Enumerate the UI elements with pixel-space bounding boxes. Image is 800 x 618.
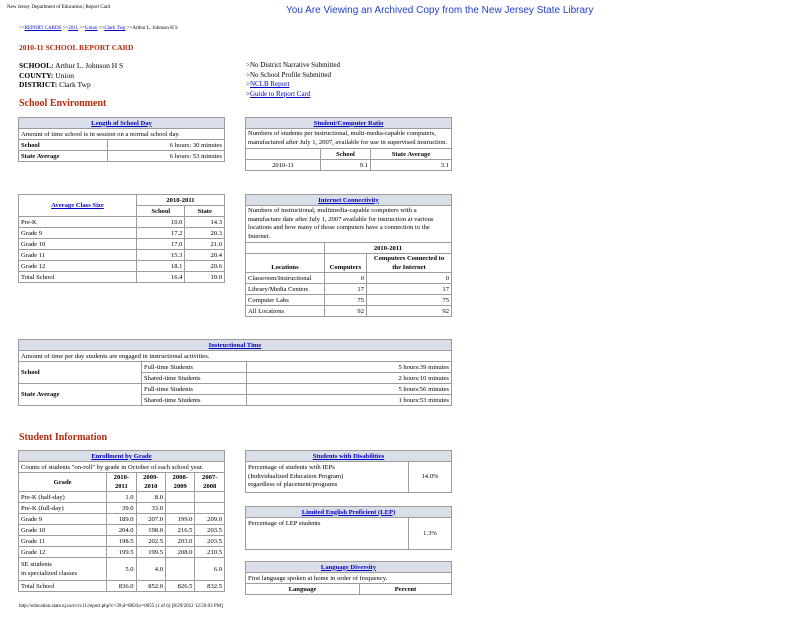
grade-label: Grade 11 — [19, 250, 137, 261]
enrollment-value: 198.5 — [107, 536, 136, 547]
breadcrumb-union[interactable]: Union — [84, 26, 98, 31]
enrollment-value: 198.0 — [136, 525, 165, 536]
col-year — [166, 473, 195, 492]
breadcrumb-report-cards[interactable]: REPORT CARDS — [24, 26, 62, 31]
archive-banner: You Are Viewing an Archived Copy from the New Jersey State Library — [286, 5, 594, 16]
col-state-average: State Average — [371, 149, 452, 160]
table-row — [19, 558, 225, 581]
length-of-day-table — [18, 117, 225, 162]
empty-cell — [246, 149, 321, 160]
col-year — [195, 473, 225, 492]
link-prefix: > — [246, 89, 250, 98]
language-description: First language spoken at home in order of frequency. — [246, 573, 452, 584]
shared-time-label: Shared-time Students — [142, 373, 247, 384]
label-line: Percentage of students with IEPs — [248, 464, 335, 471]
link-prefix: > — [246, 80, 250, 88]
length-of-day-caption — [19, 118, 225, 129]
label-line: regardless of placement/programs — [248, 481, 338, 488]
enrollment-value: 208.0 — [166, 547, 195, 558]
table-row — [246, 273, 452, 284]
enrollment-value: 203.5 — [195, 525, 225, 536]
row-label: State Average — [19, 151, 108, 162]
state-day-length: 6 hours: 53 minutes — [107, 151, 224, 162]
shared-time-label: Shared-time Students — [142, 395, 247, 406]
school-shared-time: 2 hours:10 minutes — [247, 373, 452, 384]
enrollment-value — [195, 503, 225, 514]
instructional-time-table — [18, 339, 452, 406]
enrollment-value: 852.0 — [136, 581, 165, 592]
school-value: 16.4 — [136, 272, 185, 283]
lep-table — [245, 506, 452, 550]
table-row — [19, 581, 225, 592]
table-row — [19, 250, 225, 261]
state-shared-time: 1 hours:53 minutes — [247, 395, 452, 406]
table-row — [19, 547, 225, 558]
table-row — [19, 503, 225, 514]
enrollment-value: 199.0 — [166, 514, 195, 525]
district-label: DISTRICT: — [19, 80, 58, 89]
state-value: 20.3 — [185, 228, 225, 239]
se-label-line: SE students — [21, 561, 52, 568]
internet-caption — [246, 195, 452, 206]
state-value: 21.0 — [185, 239, 225, 250]
disabilities-label — [246, 462, 409, 493]
state-value: 14.3 — [185, 217, 225, 228]
grade-label: Pre-K (half-day) — [19, 492, 107, 503]
enrollment-value: 5.0 — [107, 558, 136, 581]
school-full-time: 5 hours:39 minutes — [247, 362, 452, 373]
year-start: 2010- — [113, 474, 130, 481]
enrollment-value — [166, 492, 195, 503]
year-end: 2008 — [203, 483, 217, 490]
grade-label: Grade 9 — [19, 514, 107, 525]
lep-caption — [246, 507, 452, 518]
internet-year: 2010-2011 — [324, 243, 451, 254]
enrollment-caption — [19, 451, 225, 462]
school-value: 18.1 — [136, 261, 185, 272]
year-end: 2010 — [144, 483, 158, 490]
state-value: 20.6 — [185, 261, 225, 272]
guide-link[interactable]: Guide to Report Card — [249, 89, 311, 98]
location-label: Classroom/Instructional — [246, 273, 325, 284]
enrollment-value: 189.0 — [107, 514, 136, 525]
year-start: 2008- — [172, 474, 188, 481]
breadcrumb-sep: >> — [19, 26, 25, 31]
enrollment-value: 209.0 — [195, 514, 225, 525]
lep-label: Percentage of LEP students — [246, 518, 409, 550]
enrollment-value: 210.5 — [195, 547, 225, 558]
length-of-day-description: Amount of time school is in session on a normal school day. — [19, 129, 225, 140]
disabilities-table — [245, 450, 452, 493]
table-row — [19, 239, 225, 250]
school-label: SCHOOL: — [19, 61, 54, 70]
computers-value: 75 — [324, 295, 366, 306]
ratio-school: 9.1 — [321, 160, 371, 171]
col-school: School — [136, 206, 185, 217]
internet-description: Numbers of instructional, multimedia-capable computers with a manufacture date after July 1, 2007 available for instruction at various locations and how many of those computers have a connection to the Internet. — [246, 206, 452, 243]
se-label-line: in specialized classes — [21, 570, 78, 577]
col-percent: Percent — [360, 584, 452, 595]
connected-value: 92 — [367, 306, 452, 317]
col-computers: Computers — [324, 254, 366, 273]
enrollment-value: 203.5 — [195, 536, 225, 547]
school-label: School — [19, 362, 142, 384]
row-label: School — [19, 140, 108, 151]
table-row — [19, 228, 225, 239]
grade-label: Grade 10 — [19, 239, 137, 250]
disabilities-caption — [246, 451, 452, 462]
class-size-year: 2010-2011 — [136, 195, 224, 206]
school-value: 10.0 — [136, 217, 185, 228]
connected-value: 0 — [367, 273, 452, 284]
computers-value: 0 — [324, 273, 366, 284]
grade-label: Total School — [19, 272, 137, 283]
enrollment-value: 8.0 — [136, 492, 165, 503]
language-table — [245, 561, 452, 595]
enrollment-value: 4.0 — [136, 558, 165, 581]
class-size-title[interactable]: Average Class Size — [51, 202, 104, 209]
computers-value: 92 — [324, 306, 366, 317]
col-state: State — [185, 206, 225, 217]
table-row — [19, 217, 225, 228]
col-year — [107, 473, 136, 492]
enrollment-value: 207.0 — [136, 514, 165, 525]
school-info — [19, 61, 123, 90]
location-label: Computer Labs — [246, 295, 325, 306]
school-value: 17.0 — [136, 239, 185, 250]
district-narrative-note: >No District Narrative Submitted — [246, 61, 340, 69]
enrollment-value: 1.0 — [107, 492, 136, 503]
table-row — [19, 492, 225, 503]
table-row — [19, 536, 225, 547]
enrollment-value: 6.0 — [195, 558, 225, 581]
grade-label: Pre-K — [19, 217, 137, 228]
school-name: Arthur L. Johnson H S — [55, 61, 124, 70]
instructional-time-description: Amount of time per day students are engaged in instructional activities. — [19, 351, 452, 362]
table-row — [19, 261, 225, 272]
enrollment-value: 199.5 — [107, 547, 136, 558]
table-row — [19, 514, 225, 525]
label-line: (Individualized Education Program) — [248, 472, 344, 480]
enrollment-value: 33.0 — [136, 503, 165, 514]
enrollment-value — [166, 503, 195, 514]
total-label: Total School — [19, 581, 107, 592]
enrollment-value: 826.5 — [166, 581, 195, 592]
length-of-day-title[interactable]: Length of School Day — [91, 119, 152, 127]
instructional-time-title[interactable]: Instructional Time — [208, 341, 262, 349]
class-size-caption — [19, 195, 137, 217]
lep-title[interactable]: Limited English Proficient (LEP) — [301, 508, 396, 516]
full-time-label: Full-time Students — [142, 362, 247, 373]
col-connected: Computers Connected to the Internet — [367, 254, 452, 273]
school-value: 17.2 — [136, 228, 185, 239]
table-row — [19, 525, 225, 536]
internet-title[interactable]: Internet Connectivity — [318, 196, 379, 204]
breadcrumb-sep: >> — [62, 26, 69, 31]
enrollment-value: 216.5 — [166, 525, 195, 536]
empty-cell — [246, 243, 325, 254]
county-name: Union — [55, 70, 74, 80]
section-school-environment: School Environment — [19, 98, 107, 109]
state-value: 20.4 — [185, 250, 225, 261]
table-row — [19, 272, 225, 283]
state-value: 19.0 — [185, 272, 225, 283]
ratio-year: 2010-11 — [246, 160, 321, 171]
school-day-length: 6 hours: 30 minutes — [107, 140, 224, 151]
county-label: COUNTY: — [19, 70, 54, 80]
grade-label: Grade 12 — [19, 261, 137, 272]
school-profile-note: >No School Profile Submitted — [246, 70, 332, 79]
computers-value: 17 — [324, 284, 366, 295]
enrollment-value — [195, 492, 225, 503]
language-caption — [246, 562, 452, 573]
location-label: Library/Media Centers — [246, 284, 325, 295]
instructional-time-caption — [19, 340, 452, 351]
language-title[interactable]: Language Diversity — [320, 563, 377, 571]
source-label: New Jersey Department of Education | Report Card — [7, 5, 111, 10]
state-average-label: State Average — [19, 384, 142, 406]
table-row — [246, 306, 452, 317]
enrollment-title[interactable]: Enrollment by Grade — [91, 452, 152, 460]
col-locations: Locations — [246, 254, 325, 273]
enrollment-value: 202.5 — [136, 536, 165, 547]
disabilities-title[interactable]: Students with Disabilities — [312, 452, 385, 460]
year-end: 2009 — [173, 483, 187, 490]
location-label: All Locations — [246, 306, 325, 317]
lep-value: 1.3% — [409, 518, 452, 550]
breadcrumb-sep: >> — [79, 26, 85, 31]
breadcrumb-2011[interactable]: 2011 — [68, 26, 79, 31]
breadcrumb-current: >>Arthur L. Johnson H S — [126, 26, 178, 31]
table-row — [246, 295, 452, 306]
enrollment-value: 39.0 — [107, 503, 136, 514]
grade-label: Grade 10 — [19, 525, 107, 536]
school-value: 15.3 — [136, 250, 185, 261]
enrollment-description: Counts of students "on-roll" by grade in October of each school year. — [19, 462, 225, 473]
enrollment-value: 832.5 — [195, 581, 225, 592]
year-end: 2011 — [114, 483, 128, 490]
state-full-time: 5 hours:56 minutes — [247, 384, 452, 395]
report-title: 2010-11 SCHOOL REPORT CARD — [19, 43, 134, 52]
computer-ratio-caption — [246, 118, 452, 129]
nclb-report-link[interactable]: NCLB Report — [249, 80, 290, 88]
full-time-label: Full-time Students — [142, 384, 247, 395]
connected-value: 75 — [367, 295, 452, 306]
col-school: School — [321, 149, 371, 160]
enrollment-value: 203.0 — [166, 536, 195, 547]
computer-ratio-table — [245, 117, 452, 171]
enrollment-value — [166, 558, 195, 581]
year-start: 2007- — [202, 474, 218, 481]
grade-label: Grade 12 — [19, 547, 107, 558]
col-year — [136, 473, 165, 492]
grade-label: Grade 11 — [19, 536, 107, 547]
grade-label: Grade 9 — [19, 228, 137, 239]
internet-table — [245, 194, 452, 317]
connected-value: 17 — [367, 284, 452, 295]
breadcrumb-clark-twp[interactable]: Clark Twp — [104, 26, 126, 31]
breadcrumb — [19, 26, 178, 31]
district-name: Clark Twp — [59, 80, 91, 89]
disabilities-value: 14.0% — [409, 462, 452, 493]
enrollment-value: 199.5 — [136, 547, 165, 558]
col-language: Language — [246, 584, 360, 595]
ratio-state: 3.1 — [371, 160, 452, 171]
computer-ratio-description: Numbers of students per instructional, multi-media-capable computers, manufactured after July 1, 2007, available for use in supervised instruction. — [246, 129, 452, 149]
grade-label: Pre-K (full-day) — [19, 503, 107, 514]
year-start: 2009- — [143, 474, 159, 481]
col-grade: Grade — [19, 473, 107, 492]
enrollment-value: 836.0 — [107, 581, 136, 592]
breadcrumb-sep: >> — [98, 26, 105, 31]
computer-ratio-title[interactable]: Student/Computer Ratio — [313, 119, 384, 127]
report-links — [246, 61, 340, 99]
footer-url: http://education.state.nj.us/rc/rc11/report.php?c=39;d=0850;s=0055 (1 of 6) [8/29/2012 12:59:03 PM] — [19, 604, 223, 609]
section-student-information: Student Information — [19, 432, 108, 443]
enrollment-value: 204.0 — [107, 525, 136, 536]
table-row — [246, 284, 452, 295]
class-size-table — [18, 194, 225, 283]
enrollment-table — [18, 450, 225, 592]
se-label — [19, 558, 107, 581]
